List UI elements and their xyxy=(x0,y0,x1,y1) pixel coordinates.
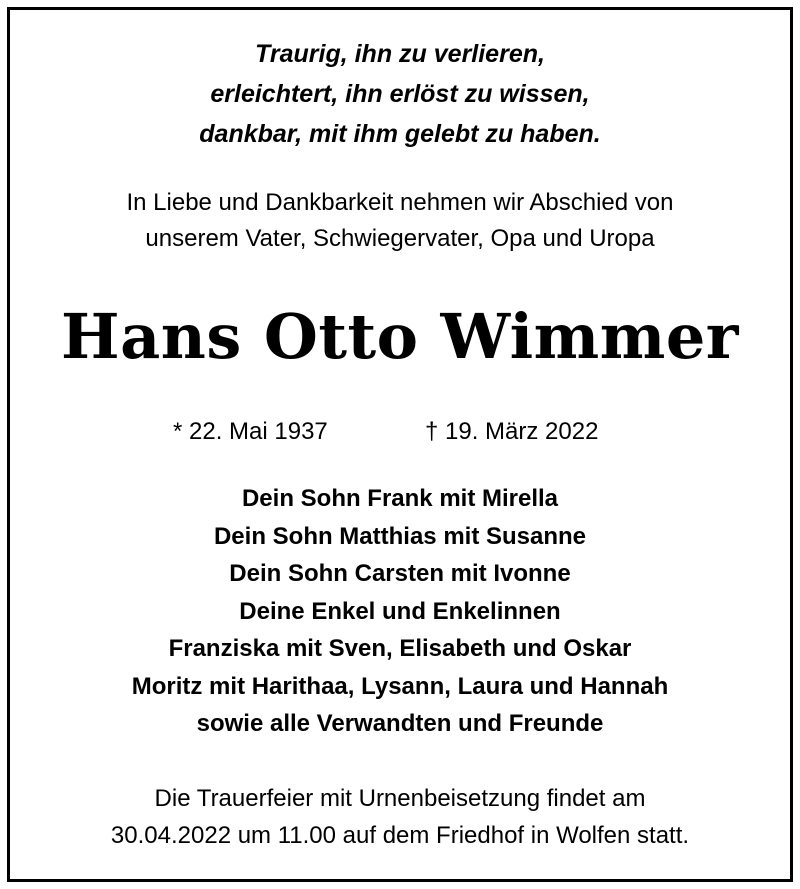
intro-line: In Liebe und Dankbarkeit nehmen wir Abschied von xyxy=(126,189,674,216)
mourners-list xyxy=(0,480,800,743)
mourner-line: Dein Sohn Carsten mit Ivonne xyxy=(229,560,571,587)
mourner-line: Dein Sohn Frank mit Mirella xyxy=(241,485,559,512)
intro-line: unserem Vater, Schwiegervater, Opa und Uropa xyxy=(145,225,655,252)
deceased-name: Hans Otto Wimmer xyxy=(61,300,739,373)
birth-date: * 22. Mai 1937 xyxy=(173,418,328,445)
motto-line: erleichtert, ihn erlöst zu wissen, xyxy=(210,80,590,108)
mourner-line: Moritz mit Harithaa, Lysann, Laura und Hannah xyxy=(131,672,669,700)
mourner-line: sowie alle Verwandten und Freunde xyxy=(196,710,604,737)
death-date: † 19. März 2022 xyxy=(425,418,599,445)
mourner-line: Deine Enkel und Enkelinnen xyxy=(239,597,561,625)
mourner-line: Franziska mit Sven, Elisabeth und Oskar xyxy=(168,635,632,662)
ceremony-line: 30.04.2022 um 11.00 auf dem Friedhof in Wolfen statt. xyxy=(110,822,690,849)
motto-verse xyxy=(0,34,800,154)
motto-line: Traurig, ihn zu verlieren, xyxy=(255,40,545,68)
funeral-details xyxy=(0,780,800,854)
motto-line: dankbar, mit ihm gelebt zu haben. xyxy=(199,120,601,148)
mourner-line: Dein Sohn Matthias mit Susanne xyxy=(213,522,587,550)
farewell-intro xyxy=(0,185,800,257)
ceremony-line: Die Trauerfeier mit Urnenbeisetzung findet am xyxy=(154,785,646,812)
